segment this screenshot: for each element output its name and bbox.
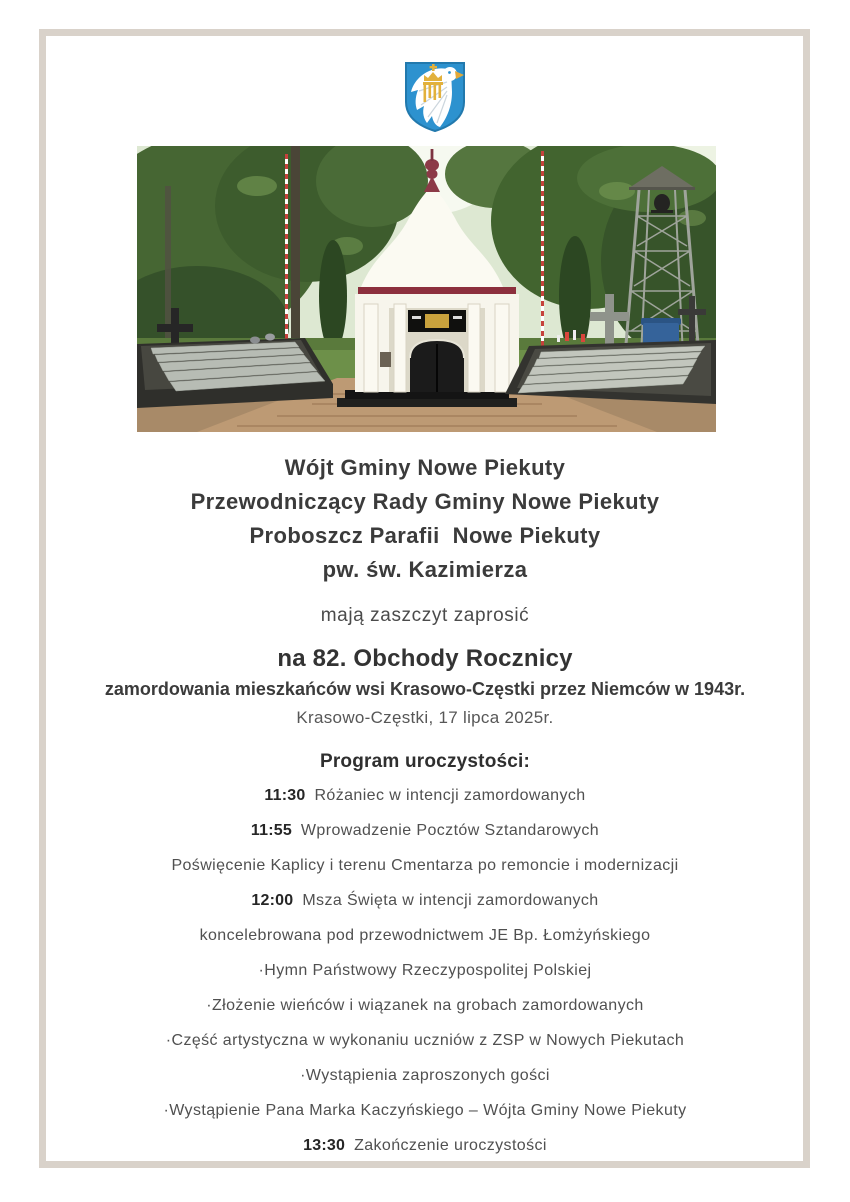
program-item-text: Zakończenie uroczystości	[354, 1137, 547, 1154]
coat-of-arms-icon	[403, 60, 467, 134]
program-item-text: ·Hymn Państwowy Rzeczypospolitej Polskiej	[258, 962, 592, 979]
event-date-place: Krasowo-Częstki, 17 lipca 2025r.	[296, 708, 554, 727]
program-list	[20, 786, 830, 1171]
memorial-chapel-photo	[137, 146, 716, 432]
program-item	[20, 1031, 830, 1051]
program-item-time: 11:55	[250, 822, 292, 839]
organizer-line-3: Proboszcz Parafii Nowe Piekuty	[249, 523, 601, 548]
program-item	[20, 961, 830, 981]
event-subtitle: zamordowania mieszkańców wsi Krasowo-Częstki przez Niemców w 1943r.	[104, 679, 746, 699]
program-item	[20, 821, 830, 841]
program-item	[20, 856, 830, 876]
program-item-text: ·Wystąpienie Pana Marka Kaczyńskiego – Wójta Gminy Nowe Piekuty	[163, 1102, 687, 1119]
organizer-line-2: Przewodniczący Rady Gminy Nowe Piekuty	[190, 489, 660, 514]
program-item	[20, 1136, 830, 1156]
event-title: na 82. Obchody Rocznicy	[277, 645, 573, 672]
program-heading: Program uroczystości:	[319, 751, 531, 772]
program-item-text: Wprowadzenie Pocztów Sztandarowych	[300, 822, 600, 839]
program-item-text: koncelebrowana pod przewodnictwem JE Bp. Łomżyńskiego	[199, 927, 651, 944]
program-item	[20, 891, 830, 911]
invitation-line: mają zaszczyt zaprosić	[320, 605, 530, 626]
program-item	[20, 1101, 830, 1121]
program-item	[20, 926, 830, 946]
organizer-line-4: pw. św. Kazimierza	[322, 557, 528, 582]
program-item-text: ·Część artystyczna w wykonaniu uczniów z ZSP w Nowych Piekutach	[165, 1032, 685, 1049]
program-item-time: 11:30	[264, 787, 306, 804]
organizers-heading	[46, 451, 804, 587]
program-item-time: 12:00	[251, 892, 294, 909]
program-item	[20, 1066, 830, 1086]
program-item	[20, 996, 830, 1016]
program-item-text: Poświęcenie Kaplicy i terenu Cmentarza po remoncie i modernizacji	[171, 857, 679, 874]
organizer-line-1: Wójt Gminy Nowe Piekuty	[284, 455, 566, 480]
program-item-time: 13:30	[303, 1137, 346, 1154]
program-item-text: ·Złożenie wieńców i wiązanek na grobach zamordowanych	[206, 997, 644, 1014]
program-item-text: Msza Święta w intencji zamordowanych	[302, 892, 599, 909]
program-item-text: ·Wystąpienia zaproszonych gości	[300, 1067, 550, 1084]
program-item-text: Różaniec w intencji zamordowanych	[314, 787, 586, 804]
program-item	[20, 786, 830, 806]
